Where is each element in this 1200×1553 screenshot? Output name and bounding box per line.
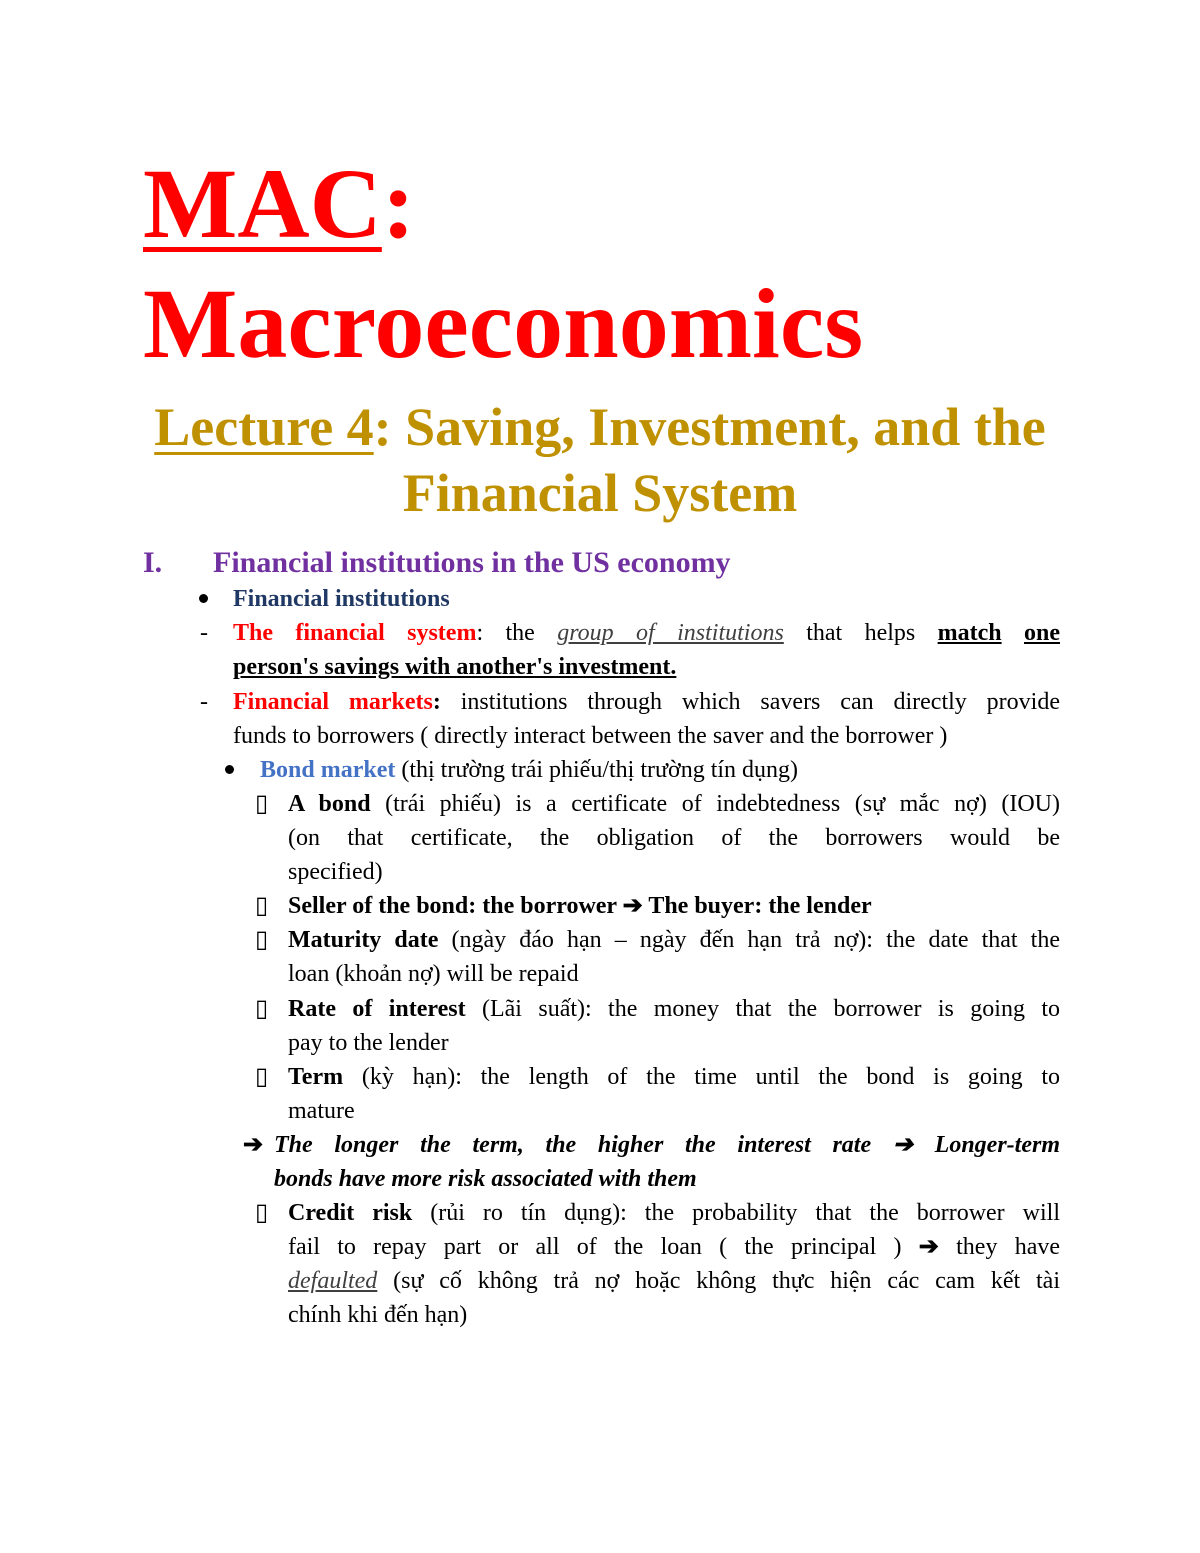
title-line-2: Macroeconomics [143, 268, 864, 379]
credit-line-4: chính khi đến hạn) [288, 1302, 468, 1328]
bond-market-line [260, 753, 798, 787]
financial-system-term: The financial system [233, 620, 477, 646]
conclusion-text: The longer the term, the higher the interest rate [274, 1132, 893, 1158]
financial-markets-line-2: funds to borrowers ( directly interact between the saver and the borrower ) [233, 723, 948, 749]
seller-text: Seller of the bond: the borrower [288, 893, 623, 919]
lecture-title-rest: : Saving, Investment, and the [373, 397, 1046, 457]
credit-term: Credit risk [288, 1200, 413, 1226]
credit-line-3 [288, 1264, 1060, 1298]
bond-text: (trái phiếu) is a certificate of indebtedness (sự mắc nợ) (IOU) [370, 791, 1060, 817]
conclusion-text-2: Longer-term [912, 1132, 1060, 1158]
lecture-title-line-2: Financial System [402, 463, 798, 523]
conclusion-line-2: bonds have more risk associated with them [274, 1166, 697, 1192]
financial-system-text: that helps [783, 620, 938, 646]
credit-text-3: they have [938, 1234, 1061, 1260]
term-line-1 [288, 1060, 1060, 1094]
seller-line [288, 889, 872, 923]
one-word: one [1024, 620, 1060, 646]
credit-text-4: (sự cố không trả nợ hoặc không thực hiện các cam kết tài [377, 1268, 1060, 1294]
arrow-icon: ➔ [622, 893, 643, 919]
lecture-title [0, 394, 1200, 526]
rate-line-2: pay to the lender [288, 1030, 449, 1056]
bullet-dot [199, 594, 208, 603]
title-mac: MAC [143, 148, 382, 259]
lecture-label: Lecture 4 [154, 397, 374, 457]
rate-line-1 [288, 992, 1060, 1026]
financial-system-line-2: person's savings with another's investment. [233, 654, 677, 680]
dash-bullet: - [200, 689, 208, 715]
section-heading [143, 543, 1093, 583]
bullet-box: ▯ [255, 1200, 269, 1226]
bullet-box: ▯ [255, 1064, 269, 1090]
bond-term: A bond [288, 791, 371, 817]
defaulted-word: defaulted [288, 1268, 378, 1294]
maturity-text: (ngày đáo hạn – ngày đến hạn trả nợ): the date that the [438, 927, 1060, 953]
bullet-box: ▯ [255, 893, 269, 919]
maturity-line-2: loan (khoản nợ) will be repaid [288, 961, 579, 987]
arrow-icon: ➔ [918, 1234, 939, 1260]
term-line-2: mature [288, 1098, 355, 1124]
section-number: I. [143, 546, 163, 579]
bond-line-1 [288, 787, 1060, 821]
credit-text-2: fail to repay part or all of the loan ( the principal ) [288, 1234, 919, 1260]
section-title: Financial institutions in the US economy [213, 546, 731, 579]
bond-market-text: (thị trường trái phiếu/thị trường tín dụng) [395, 757, 799, 783]
title-line-1 [143, 148, 415, 260]
financial-markets-term: Financial markets [233, 689, 433, 715]
bullet-box: ▯ [255, 927, 269, 953]
rate-text: (Lãi suất): the money that the borrower is going to [465, 996, 1060, 1022]
bullet-box: ▯ [255, 996, 269, 1022]
financial-markets-line-1 [233, 685, 1060, 719]
title-colon: : [381, 148, 416, 259]
group-of-institutions: group of institutions [557, 620, 784, 646]
bullet-dot [225, 765, 234, 774]
conclusion-line-1 [274, 1128, 1060, 1162]
maturity-term: Maturity date [288, 927, 439, 953]
maturity-line-1 [288, 923, 1060, 957]
bond-line-2: (on that certificate, the obligation of the borrowers would be [288, 825, 1060, 851]
bond-line-3: specified) [288, 859, 383, 885]
bond-market-term: Bond market [260, 757, 396, 783]
term-term: Term [288, 1064, 344, 1090]
financial-markets-text: institutions through which savers can directly provide [440, 689, 1060, 715]
rate-term: Rate of interest [288, 996, 466, 1022]
match-word: match [937, 620, 1002, 646]
bullet-box: ▯ [255, 791, 269, 817]
financial-system-colon: : the [476, 620, 558, 646]
dash-bullet: - [200, 620, 208, 646]
financial-markets-colon: : [432, 689, 441, 715]
arrow-icon: ➔ [243, 1132, 264, 1158]
financial-system-line-1 [233, 616, 1060, 650]
credit-text: (rủi ro tín dụng): the probability that the borrower will [412, 1200, 1061, 1226]
term-text: (kỳ hạn): the length of the time until the bond is going to [343, 1064, 1060, 1090]
credit-line-1 [288, 1196, 1060, 1230]
financial-institutions-heading: Financial institutions [233, 586, 450, 612]
arrow-icon: ➔ [892, 1132, 913, 1158]
credit-line-2 [288, 1230, 1060, 1264]
buyer-text: The buyer: the lender [642, 893, 872, 919]
